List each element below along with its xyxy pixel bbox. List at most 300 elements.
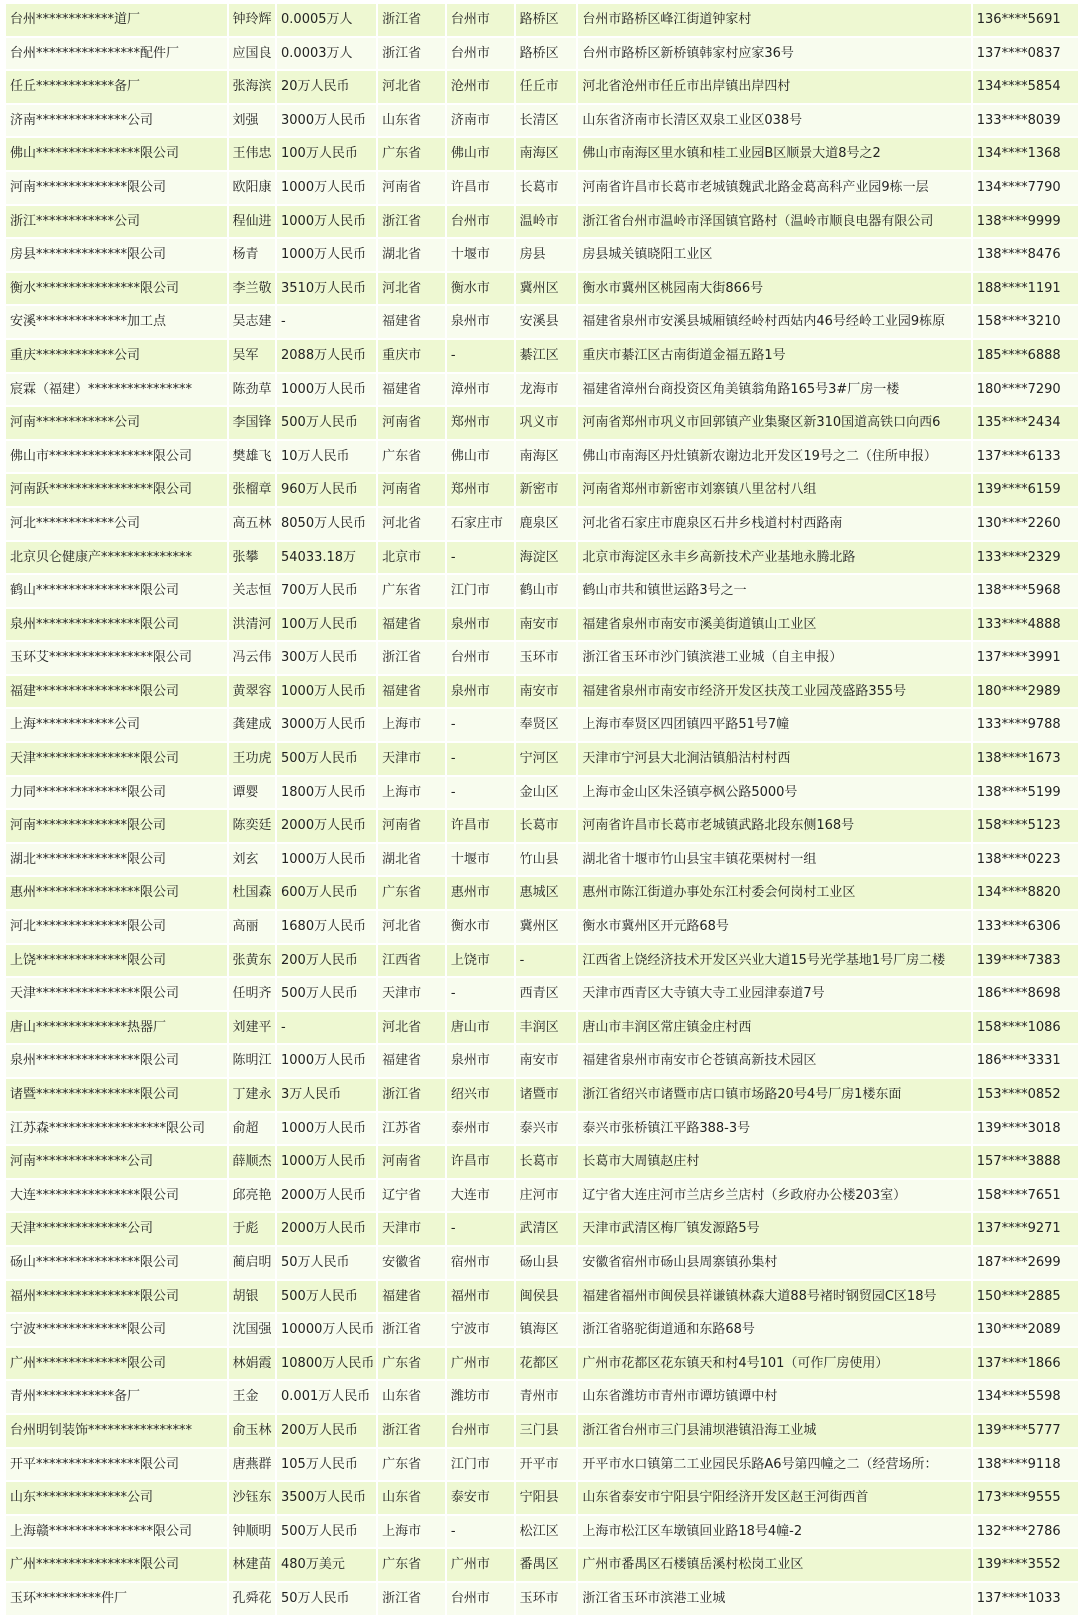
address-cell: 浙江省骆驼街道通和东路68号 (578, 1314, 970, 1346)
registered-capital-cell: 1800万人民币 (277, 777, 376, 809)
city-cell: 佛山市 (447, 441, 514, 473)
city-cell: 沧州市 (447, 71, 514, 103)
legal-rep-cell: 杨青 (229, 239, 276, 271)
district-cell: 鹤山市 (516, 575, 577, 607)
province-cell: 浙江省 (378, 1415, 445, 1447)
company-name-cell: 河南**************限公司 (6, 172, 227, 204)
district-cell: 青州市 (516, 1381, 577, 1413)
city-cell: - (447, 743, 514, 775)
district-cell: 玉环市 (516, 642, 577, 674)
legal-rep-cell: 李国锋 (229, 407, 276, 439)
phone-cell: 137****1033 (973, 1583, 1078, 1615)
phone-cell: 158****1086 (973, 1012, 1078, 1044)
district-cell: 长葛市 (516, 172, 577, 204)
province-cell: 河北省 (378, 273, 445, 305)
city-cell: 大连市 (447, 1180, 514, 1212)
company-name-cell: 广州**************限公司 (6, 1348, 227, 1380)
address-cell: 江西省上饶经济技术开发区兴业大道15号光学基地1号厂房二楼 (578, 945, 970, 977)
province-cell: 河北省 (378, 911, 445, 943)
company-table (4, 2, 1080, 1617)
table-row (6, 1583, 1078, 1615)
table-row (6, 1516, 1078, 1548)
company-name-cell: 泉州****************限公司 (6, 1045, 227, 1077)
company-name-cell: 安溪**************加工点 (6, 306, 227, 338)
city-cell: 宁波市 (447, 1314, 514, 1346)
phone-cell: 138****5199 (973, 777, 1078, 809)
legal-rep-cell: 丁建永 (229, 1079, 276, 1111)
company-name-cell: 天津****************限公司 (6, 978, 227, 1010)
company-name-cell: 河南跃****************限公司 (6, 474, 227, 506)
table-row (6, 239, 1078, 271)
address-cell: 上海市金山区朱泾镇亭枫公路5000号 (578, 777, 970, 809)
table-row (6, 1079, 1078, 1111)
table-row (6, 1247, 1078, 1279)
legal-rep-cell: 张攀 (229, 542, 276, 574)
district-cell: 巩义市 (516, 407, 577, 439)
legal-rep-cell: 高五林 (229, 508, 276, 540)
phone-cell: 158****7651 (973, 1180, 1078, 1212)
address-cell: 鹤山市共和镇世运路3号之一 (578, 575, 970, 607)
phone-cell: 138****1673 (973, 743, 1078, 775)
registered-capital-cell: 700万人民币 (277, 575, 376, 607)
phone-cell: 188****1191 (973, 273, 1078, 305)
company-name-cell: 诸暨****************限公司 (6, 1079, 227, 1111)
city-cell: 福州市 (447, 1281, 514, 1313)
registered-capital-cell: 50万人民币 (277, 1583, 376, 1615)
phone-cell: 185****6888 (973, 340, 1078, 372)
province-cell: 湖北省 (378, 239, 445, 271)
legal-rep-cell: 林娟霞 (229, 1348, 276, 1380)
district-cell: 武清区 (516, 1213, 577, 1245)
address-cell: 河南省许昌市长葛市老城镇武路北段东侧168号 (578, 810, 970, 842)
city-cell: 泉州市 (447, 676, 514, 708)
address-cell: 福建省福州市闽侯县祥谦镇林森大道88号褚时钢贸园C区18号 (578, 1281, 970, 1313)
registered-capital-cell: 960万人民币 (277, 474, 376, 506)
legal-rep-cell: 钟顺明 (229, 1516, 276, 1548)
address-cell: 浙江省台州市三门县浦坝港镇沿海工业城 (578, 1415, 970, 1447)
phone-cell: 137****3991 (973, 642, 1078, 674)
city-cell: 泉州市 (447, 1045, 514, 1077)
district-cell: 砀山县 (516, 1247, 577, 1279)
district-cell: 花都区 (516, 1348, 577, 1380)
city-cell: 惠州市 (447, 877, 514, 909)
legal-rep-cell: 李兰敬 (229, 273, 276, 305)
registered-capital-cell: 1000万人民币 (277, 676, 376, 708)
district-cell: 长葛市 (516, 810, 577, 842)
province-cell: 广东省 (378, 441, 445, 473)
company-name-cell: 大连****************限公司 (6, 1180, 227, 1212)
district-cell: 长清区 (516, 105, 577, 137)
province-cell: 河北省 (378, 71, 445, 103)
address-cell: 安徽省宿州市砀山县周寨镇孙集村 (578, 1247, 970, 1279)
province-cell: 浙江省 (378, 1583, 445, 1615)
phone-cell: 134****5854 (973, 71, 1078, 103)
table-row (6, 810, 1078, 842)
table-row (6, 38, 1078, 70)
legal-rep-cell: 樊雄飞 (229, 441, 276, 473)
phone-cell: 134****5598 (973, 1381, 1078, 1413)
district-cell: 丰润区 (516, 1012, 577, 1044)
province-cell: 河南省 (378, 172, 445, 204)
company-name-cell: 唐山**************热器厂 (6, 1012, 227, 1044)
address-cell: 广州市花都区花东镇天和村4号101（可作厂房使用） (578, 1348, 970, 1380)
registered-capital-cell: 200万人民币 (277, 1415, 376, 1447)
city-cell: 绍兴市 (447, 1079, 514, 1111)
province-cell: 浙江省 (378, 1079, 445, 1111)
company-name-cell: 台州************道厂 (6, 4, 227, 36)
table-row (6, 575, 1078, 607)
address-cell: 浙江省台州市温岭市泽国镇官路村（温岭市顺良电器有限公司 (578, 206, 970, 238)
province-cell: 广东省 (378, 138, 445, 170)
company-name-cell: 济南**************公司 (6, 105, 227, 137)
table-row (6, 1146, 1078, 1178)
registered-capital-cell: 1000万人民币 (277, 206, 376, 238)
city-cell: 石家庄市 (447, 508, 514, 540)
registered-capital-cell: 3000万人民币 (277, 105, 376, 137)
registered-capital-cell: 3510万人民币 (277, 273, 376, 305)
legal-rep-cell: 胡银 (229, 1281, 276, 1313)
city-cell: 济南市 (447, 105, 514, 137)
company-table-body (6, 4, 1078, 1615)
phone-cell: 135****2434 (973, 407, 1078, 439)
table-row (6, 172, 1078, 204)
phone-cell: 133****8039 (973, 105, 1078, 137)
city-cell: 许昌市 (447, 172, 514, 204)
district-cell: 房县 (516, 239, 577, 271)
legal-rep-cell: 陈劲草 (229, 374, 276, 406)
district-cell: 庄河市 (516, 1180, 577, 1212)
registered-capital-cell: 1000万人民币 (277, 1045, 376, 1077)
legal-rep-cell: 谭婴 (229, 777, 276, 809)
table-row (6, 1415, 1078, 1447)
address-cell: 山东省潍坊市青州市谭坊镇谭中村 (578, 1381, 970, 1413)
province-cell: 湖北省 (378, 844, 445, 876)
registered-capital-cell: 1680万人民币 (277, 911, 376, 943)
legal-rep-cell: 吴志建 (229, 306, 276, 338)
company-name-cell: 江苏森******************限公司 (6, 1113, 227, 1145)
city-cell: 江门市 (447, 575, 514, 607)
legal-rep-cell: 王功虎 (229, 743, 276, 775)
phone-cell: 139****3552 (973, 1549, 1078, 1581)
phone-cell: 137****0837 (973, 38, 1078, 70)
address-cell: 重庆市綦江区古南街道金福五路1号 (578, 340, 970, 372)
province-cell: 安徽省 (378, 1247, 445, 1279)
province-cell: 广东省 (378, 1549, 445, 1581)
province-cell: 浙江省 (378, 642, 445, 674)
phone-cell: 133****6306 (973, 911, 1078, 943)
address-cell: 河南省郑州市巩义市回郭镇产业集聚区新310国道高铁口向西6 (578, 407, 970, 439)
province-cell: 浙江省 (378, 206, 445, 238)
phone-cell: 173****9555 (973, 1482, 1078, 1514)
table-row (6, 1314, 1078, 1346)
province-cell: 浙江省 (378, 1314, 445, 1346)
registered-capital-cell: 2000万人民币 (277, 1213, 376, 1245)
legal-rep-cell: 于彪 (229, 1213, 276, 1245)
registered-capital-cell: 1000万人民币 (277, 1113, 376, 1145)
city-cell: 佛山市 (447, 138, 514, 170)
phone-cell: 133****4888 (973, 609, 1078, 641)
company-name-cell: 砀山****************限公司 (6, 1247, 227, 1279)
district-cell: 海淀区 (516, 542, 577, 574)
city-cell: 郑州市 (447, 474, 514, 506)
legal-rep-cell: 王伟忠 (229, 138, 276, 170)
company-name-cell: 房县**************限公司 (6, 239, 227, 271)
company-name-cell: 河南**************公司 (6, 1146, 227, 1178)
table-row (6, 474, 1078, 506)
table-row (6, 743, 1078, 775)
registered-capital-cell: 600万人民币 (277, 877, 376, 909)
district-cell: 闽侯县 (516, 1281, 577, 1313)
table-row (6, 676, 1078, 708)
district-cell: 路桥区 (516, 38, 577, 70)
company-name-cell: 开平****************限公司 (6, 1449, 227, 1481)
city-cell: - (447, 542, 514, 574)
district-cell: 鹿泉区 (516, 508, 577, 540)
table-row (6, 1213, 1078, 1245)
phone-cell: 187****2699 (973, 1247, 1078, 1279)
table-row (6, 71, 1078, 103)
phone-cell: 138****8476 (973, 239, 1078, 271)
district-cell: 安溪县 (516, 306, 577, 338)
address-cell: 浙江省玉环市滨港工业城 (578, 1583, 970, 1615)
phone-cell: 136****5691 (973, 4, 1078, 36)
company-name-cell: 广州****************限公司 (6, 1549, 227, 1581)
address-cell: 唐山市丰润区常庄镇金庄村西 (578, 1012, 970, 1044)
province-cell: 河南省 (378, 810, 445, 842)
registered-capital-cell: 10万人民币 (277, 441, 376, 473)
table-row (6, 1381, 1078, 1413)
phone-cell: 134****1368 (973, 138, 1078, 170)
district-cell: 南海区 (516, 441, 577, 473)
company-name-cell: 宸霖（福建）**************** (6, 374, 227, 406)
province-cell: 山东省 (378, 1381, 445, 1413)
table-row (6, 206, 1078, 238)
phone-cell: 138****0223 (973, 844, 1078, 876)
registered-capital-cell: 1000万人民币 (277, 239, 376, 271)
registered-capital-cell: 2088万人民币 (277, 340, 376, 372)
table-row (6, 4, 1078, 36)
address-cell: 上海市奉贤区四团镇四平路51号7幢 (578, 709, 970, 741)
company-name-cell: 重庆************公司 (6, 340, 227, 372)
address-cell: 天津市西青区大寺镇大寺工业园津泰道7号 (578, 978, 970, 1010)
phone-cell: 150****2885 (973, 1281, 1078, 1313)
company-name-cell: 任丘************备厂 (6, 71, 227, 103)
legal-rep-cell: 欧阳康 (229, 172, 276, 204)
company-name-cell: 北京贝仑健康产************** (6, 542, 227, 574)
city-cell: 漳州市 (447, 374, 514, 406)
legal-rep-cell: 陈明江 (229, 1045, 276, 1077)
registered-capital-cell: 10000万人民币 (277, 1314, 376, 1346)
district-cell: 西青区 (516, 978, 577, 1010)
legal-rep-cell: 黄翠容 (229, 676, 276, 708)
district-cell: 竹山县 (516, 844, 577, 876)
legal-rep-cell: 刘强 (229, 105, 276, 137)
address-cell: 辽宁省大连庄河市兰店乡兰店村（乡政府办公楼203室） (578, 1180, 970, 1212)
city-cell: 广州市 (447, 1348, 514, 1380)
phone-cell: 134****8820 (973, 877, 1078, 909)
legal-rep-cell: 程仙进 (229, 206, 276, 238)
city-cell: 十堰市 (447, 844, 514, 876)
city-cell: 江门市 (447, 1449, 514, 1481)
province-cell: 福建省 (378, 374, 445, 406)
company-name-cell: 河南**************限公司 (6, 810, 227, 842)
address-cell: 台州市路桥区峰江街道钟家村 (578, 4, 970, 36)
legal-rep-cell: 王金 (229, 1381, 276, 1413)
company-name-cell: 上海************公司 (6, 709, 227, 741)
city-cell: 泉州市 (447, 306, 514, 338)
registered-capital-cell: 8050万人民币 (277, 508, 376, 540)
registered-capital-cell: 0.001万人民币 (277, 1381, 376, 1413)
province-cell: 福建省 (378, 306, 445, 338)
phone-cell: 137****9271 (973, 1213, 1078, 1245)
province-cell: 河南省 (378, 474, 445, 506)
phone-cell: 137****6133 (973, 441, 1078, 473)
company-name-cell: 上海赣****************限公司 (6, 1516, 227, 1548)
legal-rep-cell: 杜国森 (229, 877, 276, 909)
city-cell: - (447, 340, 514, 372)
table-row (6, 642, 1078, 674)
city-cell: 台州市 (447, 4, 514, 36)
registered-capital-cell: 3500万人民币 (277, 1482, 376, 1514)
legal-rep-cell: 刘玄 (229, 844, 276, 876)
phone-cell: 133****9788 (973, 709, 1078, 741)
province-cell: 广东省 (378, 1348, 445, 1380)
legal-rep-cell: 张海滨 (229, 71, 276, 103)
legal-rep-cell: 刘建平 (229, 1012, 276, 1044)
district-cell: 冀州区 (516, 273, 577, 305)
district-cell: 惠城区 (516, 877, 577, 909)
legal-rep-cell: 唐燕群 (229, 1449, 276, 1481)
address-cell: 佛山市南海区里水镇和桂工业园B区顺景大道8号之2 (578, 138, 970, 170)
city-cell: 衡水市 (447, 273, 514, 305)
table-row (6, 1348, 1078, 1380)
district-cell: - (516, 945, 577, 977)
registered-capital-cell: 300万人民币 (277, 642, 376, 674)
table-row (6, 340, 1078, 372)
province-cell: 上海市 (378, 709, 445, 741)
province-cell: 天津市 (378, 1213, 445, 1245)
address-cell: 福建省泉州市南安市溪美街道镇山工业区 (578, 609, 970, 641)
phone-cell: 186****3331 (973, 1045, 1078, 1077)
table-row (6, 1045, 1078, 1077)
table-row (6, 844, 1078, 876)
registered-capital-cell: 2000万人民币 (277, 810, 376, 842)
company-name-cell: 鹤山****************限公司 (6, 575, 227, 607)
province-cell: 广东省 (378, 877, 445, 909)
address-cell: 房县城关镇晓阳工业区 (578, 239, 970, 271)
province-cell: 福建省 (378, 1045, 445, 1077)
table-row (6, 407, 1078, 439)
province-cell: 天津市 (378, 978, 445, 1010)
province-cell: 河南省 (378, 1146, 445, 1178)
address-cell: 长葛市大周镇赵庄村 (578, 1146, 970, 1178)
address-cell: 广州市番禺区石楼镇岳溪村松岗工业区 (578, 1549, 970, 1581)
province-cell: 浙江省 (378, 4, 445, 36)
legal-rep-cell: 林建苗 (229, 1549, 276, 1581)
legal-rep-cell: 薛顺杰 (229, 1146, 276, 1178)
table-row (6, 542, 1078, 574)
province-cell: 河北省 (378, 508, 445, 540)
district-cell: 冀州区 (516, 911, 577, 943)
company-name-cell: 宁波**************限公司 (6, 1314, 227, 1346)
table-row (6, 1482, 1078, 1514)
legal-rep-cell: 张黄东 (229, 945, 276, 977)
phone-cell: 133****2329 (973, 542, 1078, 574)
address-cell: 福建省泉州市安溪县城厢镇经岭村西姑内46号经岭工业园9栋原 (578, 306, 970, 338)
table-row (6, 978, 1078, 1010)
legal-rep-cell: 俞超 (229, 1113, 276, 1145)
district-cell: 南安市 (516, 676, 577, 708)
registered-capital-cell: 0.0003万人 (277, 38, 376, 70)
district-cell: 泰兴市 (516, 1113, 577, 1145)
company-name-cell: 惠州****************限公司 (6, 877, 227, 909)
phone-cell: 138****9999 (973, 206, 1078, 238)
table-row (6, 273, 1078, 305)
registered-capital-cell: 500万人民币 (277, 407, 376, 439)
registered-capital-cell: 1000万人民币 (277, 1146, 376, 1178)
company-name-cell: 泉州****************限公司 (6, 609, 227, 641)
address-cell: 浙江省绍兴市诸暨市店口镇市场路20号4号厂房1楼东面 (578, 1079, 970, 1111)
legal-rep-cell: 吴军 (229, 340, 276, 372)
table-row (6, 1180, 1078, 1212)
table-row (6, 1449, 1078, 1481)
province-cell: 上海市 (378, 1516, 445, 1548)
address-cell: 天津市宁河县大北涧沽镇船沽村村西 (578, 743, 970, 775)
table-row (6, 609, 1078, 641)
address-cell: 上海市松江区车墩镇回业路18号4幢-2 (578, 1516, 970, 1548)
city-cell: 潍坊市 (447, 1381, 514, 1413)
province-cell: 北京市 (378, 542, 445, 574)
legal-rep-cell: 高丽 (229, 911, 276, 943)
phone-cell: 186****8698 (973, 978, 1078, 1010)
province-cell: 福建省 (378, 676, 445, 708)
city-cell: 十堰市 (447, 239, 514, 271)
registered-capital-cell: 500万人民币 (277, 978, 376, 1010)
registered-capital-cell: 500万人民币 (277, 1516, 376, 1548)
phone-cell: 139****6159 (973, 474, 1078, 506)
address-cell: 佛山市南海区丹灶镇新农谢边北开发区19号之二（住所申报） (578, 441, 970, 473)
company-name-cell: 上饶**************限公司 (6, 945, 227, 977)
registered-capital-cell: 2000万人民币 (277, 1180, 376, 1212)
city-cell: 泰安市 (447, 1482, 514, 1514)
phone-cell: 130****2260 (973, 508, 1078, 540)
table-row (6, 441, 1078, 473)
table-row (6, 945, 1078, 977)
address-cell: 山东省泰安市宁阳县宁阳经济开发区赵王河街西首 (578, 1482, 970, 1514)
phone-cell: 134****7790 (973, 172, 1078, 204)
phone-cell: 130****2089 (973, 1314, 1078, 1346)
phone-cell: 153****0852 (973, 1079, 1078, 1111)
province-cell: 福建省 (378, 609, 445, 641)
legal-rep-cell: 洪清河 (229, 609, 276, 641)
registered-capital-cell: 100万人民币 (277, 609, 376, 641)
district-cell: 新密市 (516, 474, 577, 506)
table-row (6, 306, 1078, 338)
city-cell: 宿州市 (447, 1247, 514, 1279)
table-row (6, 1281, 1078, 1313)
address-cell: 河北省石家庄市鹿泉区石井乡栈道村村西路南 (578, 508, 970, 540)
province-cell: 辽宁省 (378, 1180, 445, 1212)
phone-cell: 180****2989 (973, 676, 1078, 708)
province-cell: 浙江省 (378, 38, 445, 70)
legal-rep-cell: 陈奕廷 (229, 810, 276, 842)
phone-cell: 139****5777 (973, 1415, 1078, 1447)
phone-cell: 138****9118 (973, 1449, 1078, 1481)
district-cell: 南安市 (516, 1045, 577, 1077)
registered-capital-cell: 500万人民币 (277, 743, 376, 775)
registered-capital-cell: 1000万人民币 (277, 172, 376, 204)
legal-rep-cell: 任明齐 (229, 978, 276, 1010)
